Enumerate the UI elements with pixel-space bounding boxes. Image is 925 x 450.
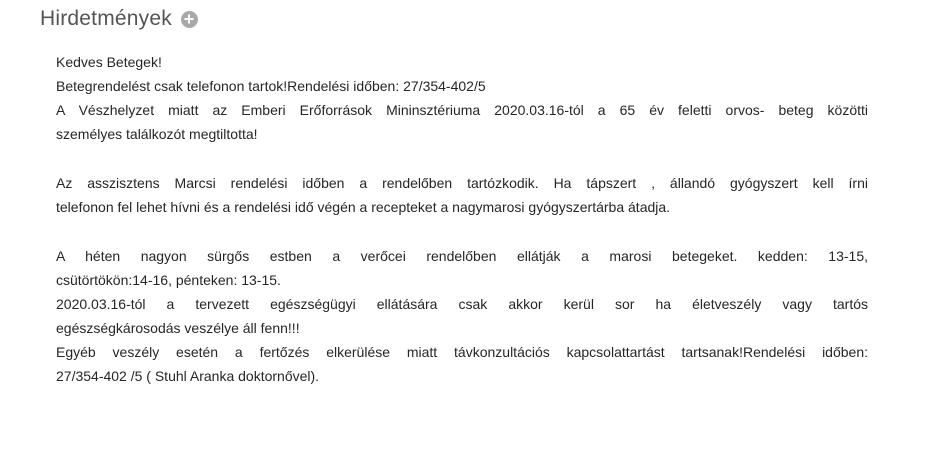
plus-circle-icon[interactable]	[181, 11, 198, 28]
notice-body	[56, 50, 868, 388]
page-header	[40, 4, 198, 34]
notice-urgent-line-2: csütörtökön:14-16, pénteken: 13-15.	[56, 272, 281, 288]
notice-planned-line-1: 2020.03.16-tól a tervezett egészségügyi ellátására csak akkor kerül sor ha életveszély vagy tartós	[56, 296, 868, 312]
paragraph-gap	[56, 146, 868, 171]
notice-ministry-line-2: személyes találkozót megtiltotta!	[56, 126, 258, 142]
notice-ministry-line-1: A Vészhelyzet miatt az Emberi Erőforrások Mininsztériuma 2020.03.16-tól a 65 év feletti orvos- beteg közötti	[56, 102, 868, 118]
notice-remote-line-1: Egyéb veszély esetén a fertőzés elkerülése miatt távkonzultációs kapcsolattartást tartsanak!Rendelési időben:	[56, 344, 868, 360]
notice-planned-line-2: egészségkárosodás veszélye áll fenn!!!	[56, 320, 300, 336]
notice-greeting: Kedves Betegek!	[56, 54, 162, 70]
paragraph-gap	[56, 219, 868, 244]
notice-remote-line-2: 27/354-402 /5 ( Stuhl Aranka doktornővel).	[56, 368, 320, 384]
notice-assistant-line-1: Az asszisztens Marcsi rendelési időben a rendelőben tartózkodik. Ha tápszert , állandó gyógyszert kell írni	[56, 175, 868, 191]
notice-assistant-line-2: telefonon fel lehet hívni és a rendelési idő végén a recepteket a nagymarosi gyógyszertárba átadja.	[56, 199, 671, 215]
notice-urgent-line-1: A héten nagyon sürgős estben a verőcei rendelőben ellátják a marosi betegeket. kedden: 13-15,	[56, 248, 868, 264]
notice-phone-only: Betegrendelést csak telefonon tartok!Rendelési időben: 27/354-402/5	[56, 78, 486, 94]
page-title: Hirdetmények	[40, 7, 172, 30]
